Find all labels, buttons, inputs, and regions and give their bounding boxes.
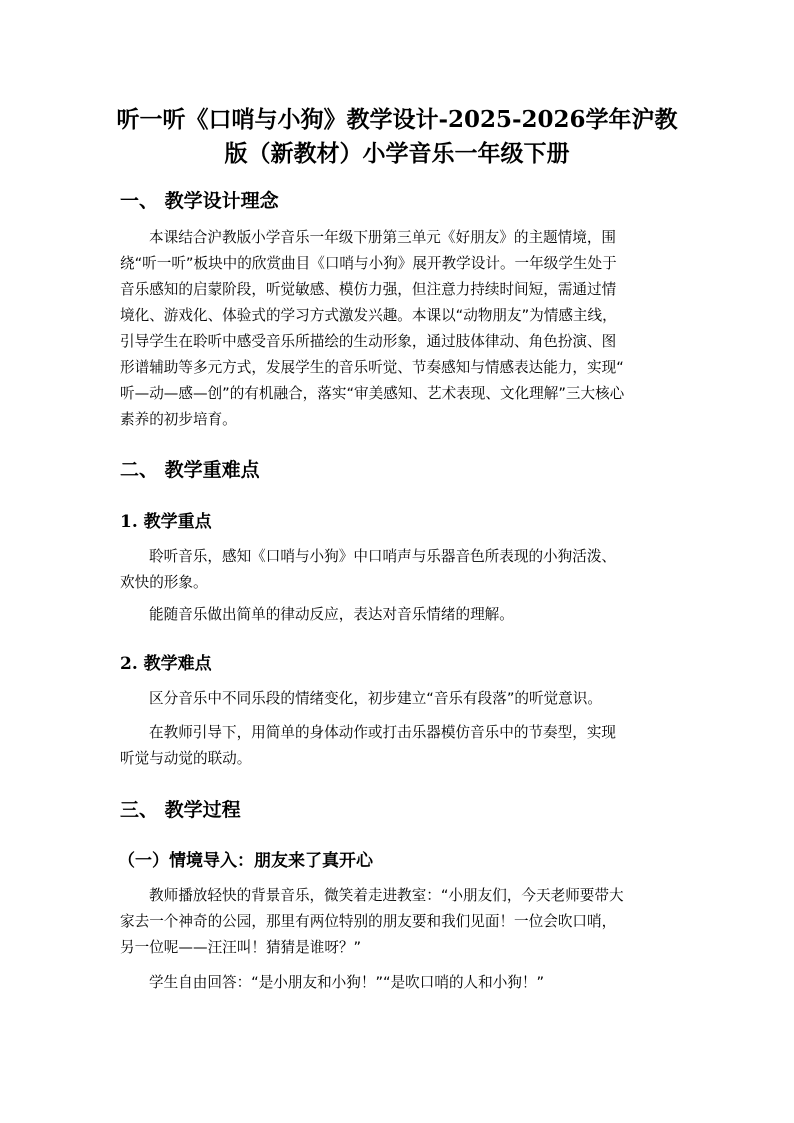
text-line: 学生自由回答：“是小朋友和小狗！”“是吹口哨的人和小狗！” xyxy=(149,974,545,991)
text-line: 形谱辅助等多元方式，发展学生的音乐听觉、节奏感知与情感表达能力，实现“ xyxy=(120,359,624,376)
text-line: 区分音乐中不同乐段的情绪变化，初步建立“音乐有段落”的听觉意识。 xyxy=(149,690,602,707)
subheading-teaching-focus: 1. 教学重点 xyxy=(120,512,212,532)
section-heading-teaching-process: 三、 教学过程 xyxy=(120,799,241,821)
text-line: 教师播放轻快的背景音乐，微笑着走进教室：“小朋友们，今天老师要带大 xyxy=(149,887,624,904)
subheading-teaching-difficulty: 2. 教学难点 xyxy=(120,654,212,674)
text-line: 在教师引导下，用简单的身体动作或打击乐器模仿音乐中的节奏型，实现 xyxy=(149,724,617,741)
teaching-focus-paragraph-1 xyxy=(120,544,676,596)
text-line: 素养的初步培育。 xyxy=(120,411,237,428)
text-line: 家去一个神奇的公园，那里有两位特别的朋友要和我们见面！一位会吹口哨， xyxy=(120,913,617,930)
text-line: 欢快的形象。 xyxy=(120,574,208,591)
teaching-focus-paragraph-2 xyxy=(120,602,676,628)
section-heading-key-points: 二、 教学重难点 xyxy=(120,459,260,481)
text-line: 音乐感知的启蒙阶段，听觉敏感、模仿力强，但注意力持续时间短，需通过情 xyxy=(120,281,617,298)
scenario-intro-paragraph-2 xyxy=(120,970,676,996)
text-line: 能随音乐做出简单的律动反应，表达对音乐情绪的理解。 xyxy=(149,606,514,623)
title-line-1: 听一听《口哨与小狗》教学设计-2025-2026学年沪教 xyxy=(116,106,678,133)
subheading-scenario-intro: （一）情境导入：朋友来了真开心 xyxy=(118,851,373,871)
title-line-2: 版（新教材）小学音乐一年级下册 xyxy=(224,140,570,167)
text-line: 绕“听一听”板块中的欣赏曲目《口哨与小狗》展开教学设计。一年级学生处于 xyxy=(120,255,617,272)
document-title xyxy=(110,103,684,171)
section-heading-design-concept: 一、 教学设计理念 xyxy=(120,190,279,212)
teaching-difficulty-paragraph-2 xyxy=(120,720,676,772)
text-line: 境化、游戏化、体验式的学习方式激发兴趣。本课以“动物朋友”为情感主线， xyxy=(120,307,617,324)
teaching-difficulty-paragraph-1 xyxy=(120,686,676,712)
text-line: 另一位呢——汪汪叫！猜猜是谁呀？” xyxy=(120,939,362,956)
text-line: 本课结合沪教版小学音乐一年级下册第三单元《好朋友》的主题情境，围 xyxy=(149,229,617,246)
text-line: 引导学生在聆听中感受音乐所描绘的生动形象，通过肢体律动、角色扮演、图 xyxy=(120,333,617,350)
text-line: 听觉与动觉的联动。 xyxy=(120,750,252,767)
text-line: 聆听音乐，感知《口哨与小狗》中口哨声与乐器音色所表现的小狗活泼、 xyxy=(149,548,617,565)
design-concept-paragraph xyxy=(120,225,676,433)
scenario-intro-paragraph-1 xyxy=(120,883,676,961)
text-line: 听—动—感—创”的有机融合，落实“审美感知、艺术表现、文化理解”三大核心 xyxy=(120,385,625,402)
